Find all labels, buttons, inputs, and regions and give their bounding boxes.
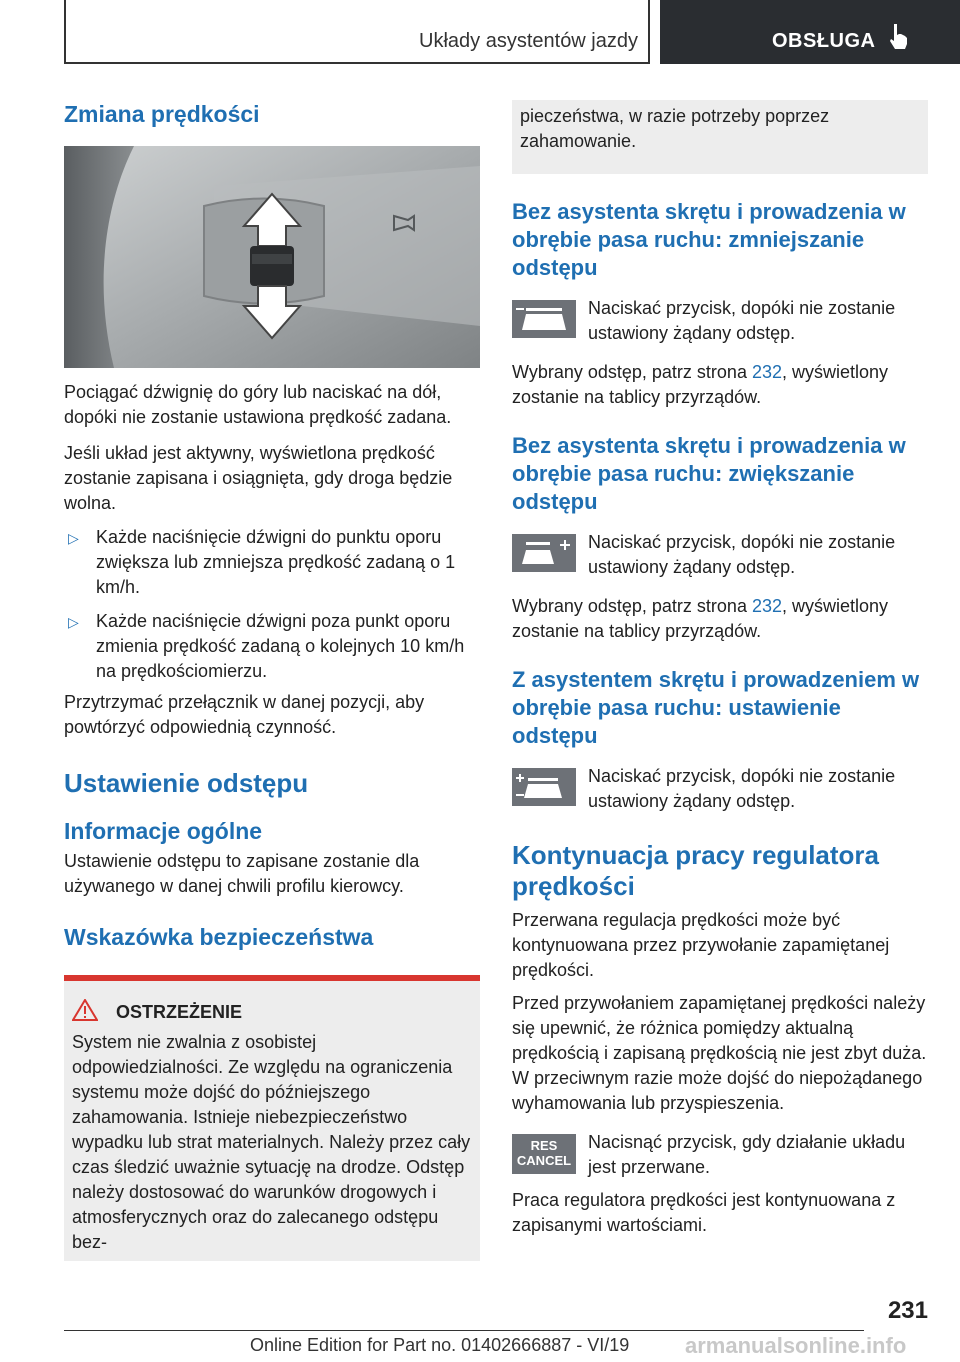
decrease-distance-instruction bbox=[512, 296, 928, 346]
page-link-232[interactable]: 232 bbox=[751, 362, 782, 382]
footer-watermark: armanualsonline.info bbox=[685, 1333, 907, 1358]
list-item bbox=[64, 609, 480, 684]
heading-distance-setting: Ustawienie odstępu bbox=[64, 768, 309, 798]
heading-decrease-distance: Bez asystenta skrętu i prowadzenia w obrębie pasa ruchu: zmniejszanie odstępu bbox=[512, 199, 906, 280]
paragraph-resume-intro: Przerwana regulacja prędkości może być kontynuowana przez przywołanie zapamiętanej prędkości. bbox=[512, 910, 890, 980]
triangle-bullet-icon: ▷ bbox=[68, 530, 79, 546]
footer-rule bbox=[64, 1330, 864, 1331]
text-fragment: Wybrany odstęp, patrz strona bbox=[512, 596, 752, 616]
warning-box bbox=[64, 975, 480, 1261]
set-distance-instruction bbox=[512, 764, 928, 814]
resume-instruction bbox=[512, 1130, 928, 1180]
header-section-title: Układy asystentów jazdy bbox=[419, 30, 638, 52]
warning-triangle-icon bbox=[72, 999, 116, 1026]
increase-distance-text: Naciskać przycisk, dopóki nie zostanie ustawiony żądany odstęp. bbox=[588, 532, 896, 577]
res-label: RES bbox=[530, 1138, 558, 1153]
page-link-232[interactable]: 232 bbox=[751, 596, 782, 616]
distance-increase-button-icon bbox=[512, 534, 576, 572]
decrease-distance-text: Naciskać przycisk, dopóki nie zostanie ustawiony żądany odstęp. bbox=[588, 298, 896, 343]
text-fragment: , wyświetlony zostanie na tablicy przyrządów. bbox=[512, 596, 889, 641]
warning-text: System nie zwalnia z osobistej odpowiedzialności. Ze względu na ograniczenia systemu może dojść do późniejszego zahamowania. Istnieje niebezpieczeństwo wypadku lub strat materialnych. Należy przez cały czas śledzić uważnie sytuację na drodze. Odstęp należy dostosować do warunków drogowych i atmosferycznych oraz do zalecanego odstępu bez- bbox=[72, 1032, 471, 1252]
header-rule-right bbox=[648, 0, 650, 64]
paragraph-active-system: Jeśli układ jest aktywny, wyświetlona prędkość zostanie zapisana i osiągnięta, gdy droga będzie wolna. bbox=[64, 443, 453, 513]
steering-wheel-lever-photo bbox=[64, 146, 480, 368]
text-fragment: , wyświetlony zostanie na tablicy przyrządów. bbox=[512, 362, 889, 407]
warning-text-continued: pieczeństwa, w razie potrzeby poprzez zahamowanie. bbox=[520, 106, 830, 151]
bullet-text: Każde naciśnięcie dźwigni do punktu oporu zwiększa lub zmniejsza prędkość zadaną o 1 km/h. bbox=[96, 527, 456, 597]
warning-title-text: OSTRZEŻENIE bbox=[116, 1002, 243, 1022]
increase-distance-instruction bbox=[512, 530, 928, 580]
header-rule-bottom bbox=[64, 62, 650, 64]
paragraph-lever-instruction: Pociągać dźwignię do góry lub naciskać na dół, dopóki nie zostanie ustawiona prędkość zadana. bbox=[64, 382, 452, 427]
heading-safety-note: Wskazówka bezpieczeństwa bbox=[64, 924, 374, 950]
list-item bbox=[64, 525, 480, 600]
resume-button-text: Nacisnąć przycisk, gdy działanie układu jest przerwane. bbox=[588, 1132, 906, 1177]
bullet-text: Każde naciśnięcie dźwigni poza punkt oporu zmienia prędkość zadaną o kolejnych 10 km/h na prędkościomierzu. bbox=[96, 611, 465, 681]
right-column bbox=[512, 100, 928, 1238]
heading-general-info: Informacje ogólne bbox=[64, 818, 263, 844]
left-column bbox=[64, 100, 480, 1261]
page-number: 231 bbox=[887, 1297, 928, 1324]
paragraph-resume-caution: Przed przywołaniem zapamiętanej prędkości należy się upewnić, że różnica pomiędzy aktualną prędkością i zapisaną prędkością nie jest zbyt duża. W przeciwnym razie może dojść do niepożądanego wyhamowania lub przyspieszenia. bbox=[512, 993, 927, 1113]
paragraph-driver-profile: Ustawienie odstępu to zapisane zostanie dla używanego w danej chwili profilu kierowcy. bbox=[64, 851, 420, 896]
warning-box-continued bbox=[512, 100, 928, 174]
res-cancel-button-icon bbox=[512, 1134, 576, 1174]
distance-decrease-button-icon bbox=[512, 300, 576, 338]
heading-speed-change: Zmiana prędkości bbox=[64, 101, 260, 127]
header-tab-label: OBSŁUGA bbox=[772, 30, 876, 52]
paragraph-decrease-display bbox=[512, 360, 928, 410]
footer-edition: Online Edition for Part no. 01402666887 - VI/19 bbox=[250, 1335, 630, 1355]
warning-title bbox=[72, 999, 472, 1026]
triangle-bullet-icon: ▷ bbox=[68, 614, 79, 630]
hand-pointer-icon bbox=[888, 22, 910, 50]
paragraph-hold-switch: Przytrzymać przełącznik w danej pozycji, aby powtórzyć odpowiednią czynność. bbox=[64, 692, 425, 737]
cancel-label: CANCEL bbox=[516, 1153, 572, 1168]
distance-set-button-icon bbox=[512, 768, 576, 806]
header-tab bbox=[660, 0, 960, 64]
paragraph-resume-result: Praca regulatora prędkości jest kontynuowana z zapisanymi wartościami. bbox=[512, 1190, 896, 1235]
heading-resume-cruise: Kontynuacja pracy regulatora prędkości bbox=[512, 840, 879, 901]
heading-increase-distance: Bez asystenta skrętu i prowadzenia w obrębie pasa ruchu: zwiększanie odstępu bbox=[512, 433, 906, 514]
header-rule-left bbox=[64, 0, 66, 64]
heading-set-distance-assist: Z asystentem skrętu i prowadzeniem w obrębie pasa ruchu: ustawienie odstępu bbox=[512, 667, 920, 748]
set-distance-text: Naciskać przycisk, dopóki nie zostanie ustawiony żądany odstęp. bbox=[588, 766, 896, 811]
paragraph-increase-display bbox=[512, 594, 928, 644]
text-fragment: Wybrany odstęp, patrz strona bbox=[512, 362, 752, 382]
